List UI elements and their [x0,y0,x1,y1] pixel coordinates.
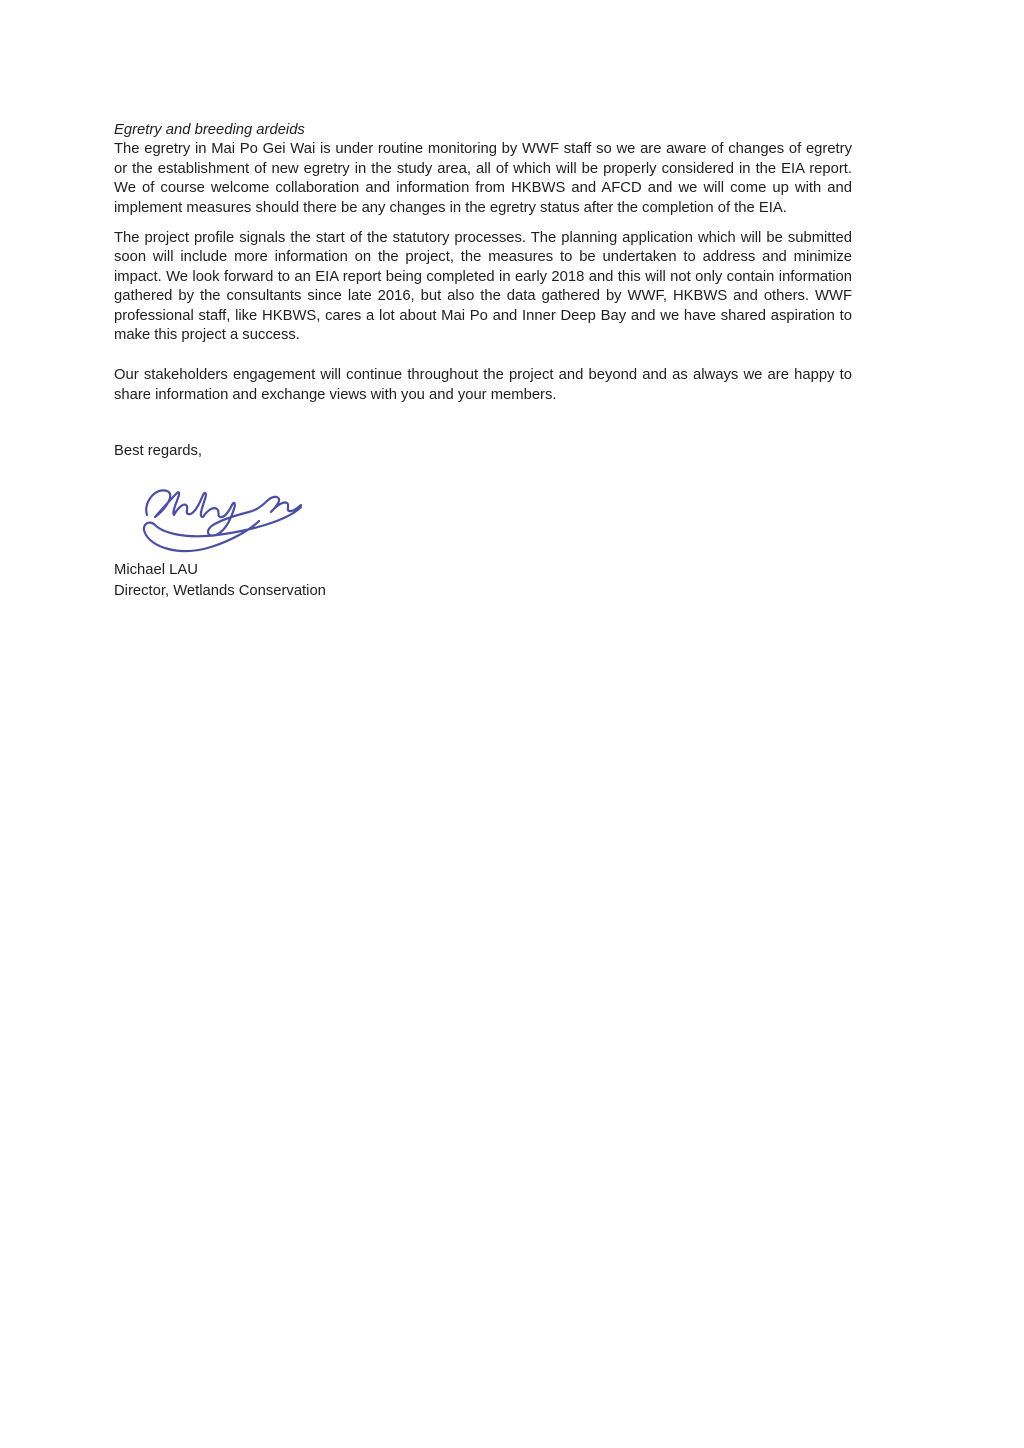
signatory-name: Michael LAU [114,561,198,578]
paragraph-project-profile: The project profile signals the start of the statutory processes. The planning application which will be submitted soon will include more information on the project, the measures to be undertaken to address and minimize impact. We look forward to an EIA report being completed in early 2018 and this will not only contain information gathered by the consultants since late 2016, but also the data gathered by WWF, HKBWS and others. WWF professional staff, like HKBWS, cares a lot about Mai Po and Inner Deep Bay and we have shared aspiration to make this project a success. [114,230,852,344]
handwritten-signature-icon [114,475,324,560]
paragraph-egretry-monitoring: The egretry in Mai Po Gei Wai is under routine monitoring by WWF staff so we are aware of changes of egretry or the establishment of new egretry in the study area, all of which will be properly considered in the EIA report. We of course welcome collaboration and information from HKBWS and AFCD and we will come up with and implement measures should there be any changes in the egretry status after the completion of the EIA. [114,141,852,216]
signatory-title: Director, Wetlands Conservation [114,582,326,599]
letter-body [114,121,852,602]
signature-stroke [146,490,301,535]
closing-salutation: Best regards, [114,443,203,460]
paragraph-stakeholders-engagement: Our stakeholders engagement will continue throughout the project and beyond and as always we are happy to share information and exchange views with you and your members. [114,367,852,403]
section-heading: Egretry and breeding ardeids [114,122,305,138]
